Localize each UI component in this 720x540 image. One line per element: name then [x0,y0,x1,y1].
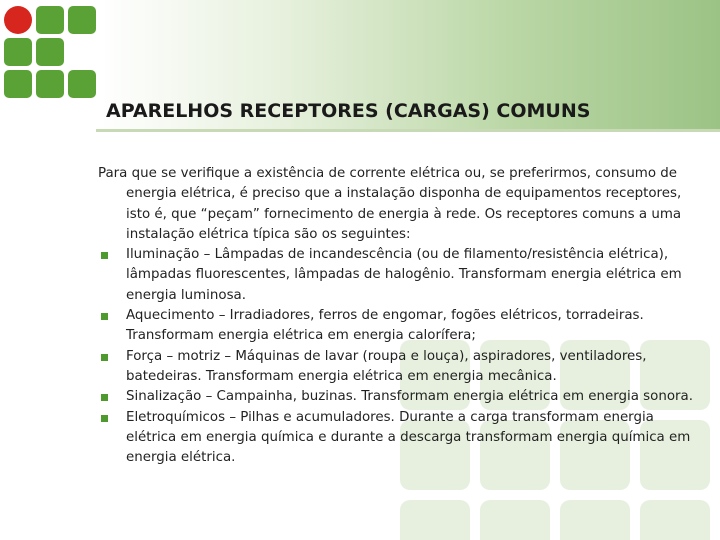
bullet-list [98,245,698,468]
bullet-item [98,408,698,469]
square-bullet-icon [101,354,108,361]
square-bullet-icon [101,252,108,259]
bullet-item [98,387,698,407]
bullet-item [98,306,698,347]
bullet-item [98,347,698,388]
bullet-text: Força – motriz – Máquinas de lavar (roupa e louça), aspiradores, ventiladores, batedeiras. Transformam energia elétrica em energia mecânica. [126,348,647,384]
slide-body [98,164,698,468]
square-bullet-icon [101,313,108,320]
bullet-item [98,245,698,306]
bullet-text: Sinalização – Campainha, buzinas. Transformam energia elétrica em energia sonora. [126,389,693,405]
header-divider [96,129,720,132]
institute-logo [0,0,100,120]
decor-square [560,500,630,540]
square-bullet-icon [101,415,108,422]
bullet-text: Eletroquímicos – Pilhas e acumuladores. Durante a carga transformam energia elétrica em energia química e durante a descarga transformam energia química em energia elétrica. [126,409,691,466]
logo-square [36,6,64,34]
slide-title: APARELHOS RECEPTORES (CARGAS) COMUNS [106,100,591,122]
logo-square [36,38,64,66]
square-bullet-icon [101,394,108,401]
logo-red-circle [4,6,32,34]
logo-square [68,6,96,34]
bullet-text: Aquecimento – Irradiadores, ferros de engomar, fogões elétricos, torradeiras. Transformam energia elétrica em energia calorífera; [126,308,644,344]
logo-square [68,70,96,98]
logo-square [4,38,32,66]
logo-square [4,70,32,98]
logo-square [36,70,64,98]
decor-square [640,500,710,540]
bullet-text: Iluminação – Lâmpadas de incandescência (ou de filamento/resistência elétrica), lâmpadas fluorescentes, lâmpadas de halogênio. Transformam energia elétrica em energia luminosa. [126,247,682,303]
intro-paragraph: Para que se verifique a existência de corrente elétrica ou, se preferirmos, consumo de energia elétrica, é preciso que a instalação disponha de equipamentos receptores, isto é, que “peçam” fornecimento de energia à rede. Os receptores comuns a uma instalação elétrica típica são os seguintes: [98,166,682,242]
decor-square [480,500,550,540]
decor-square [400,500,470,540]
